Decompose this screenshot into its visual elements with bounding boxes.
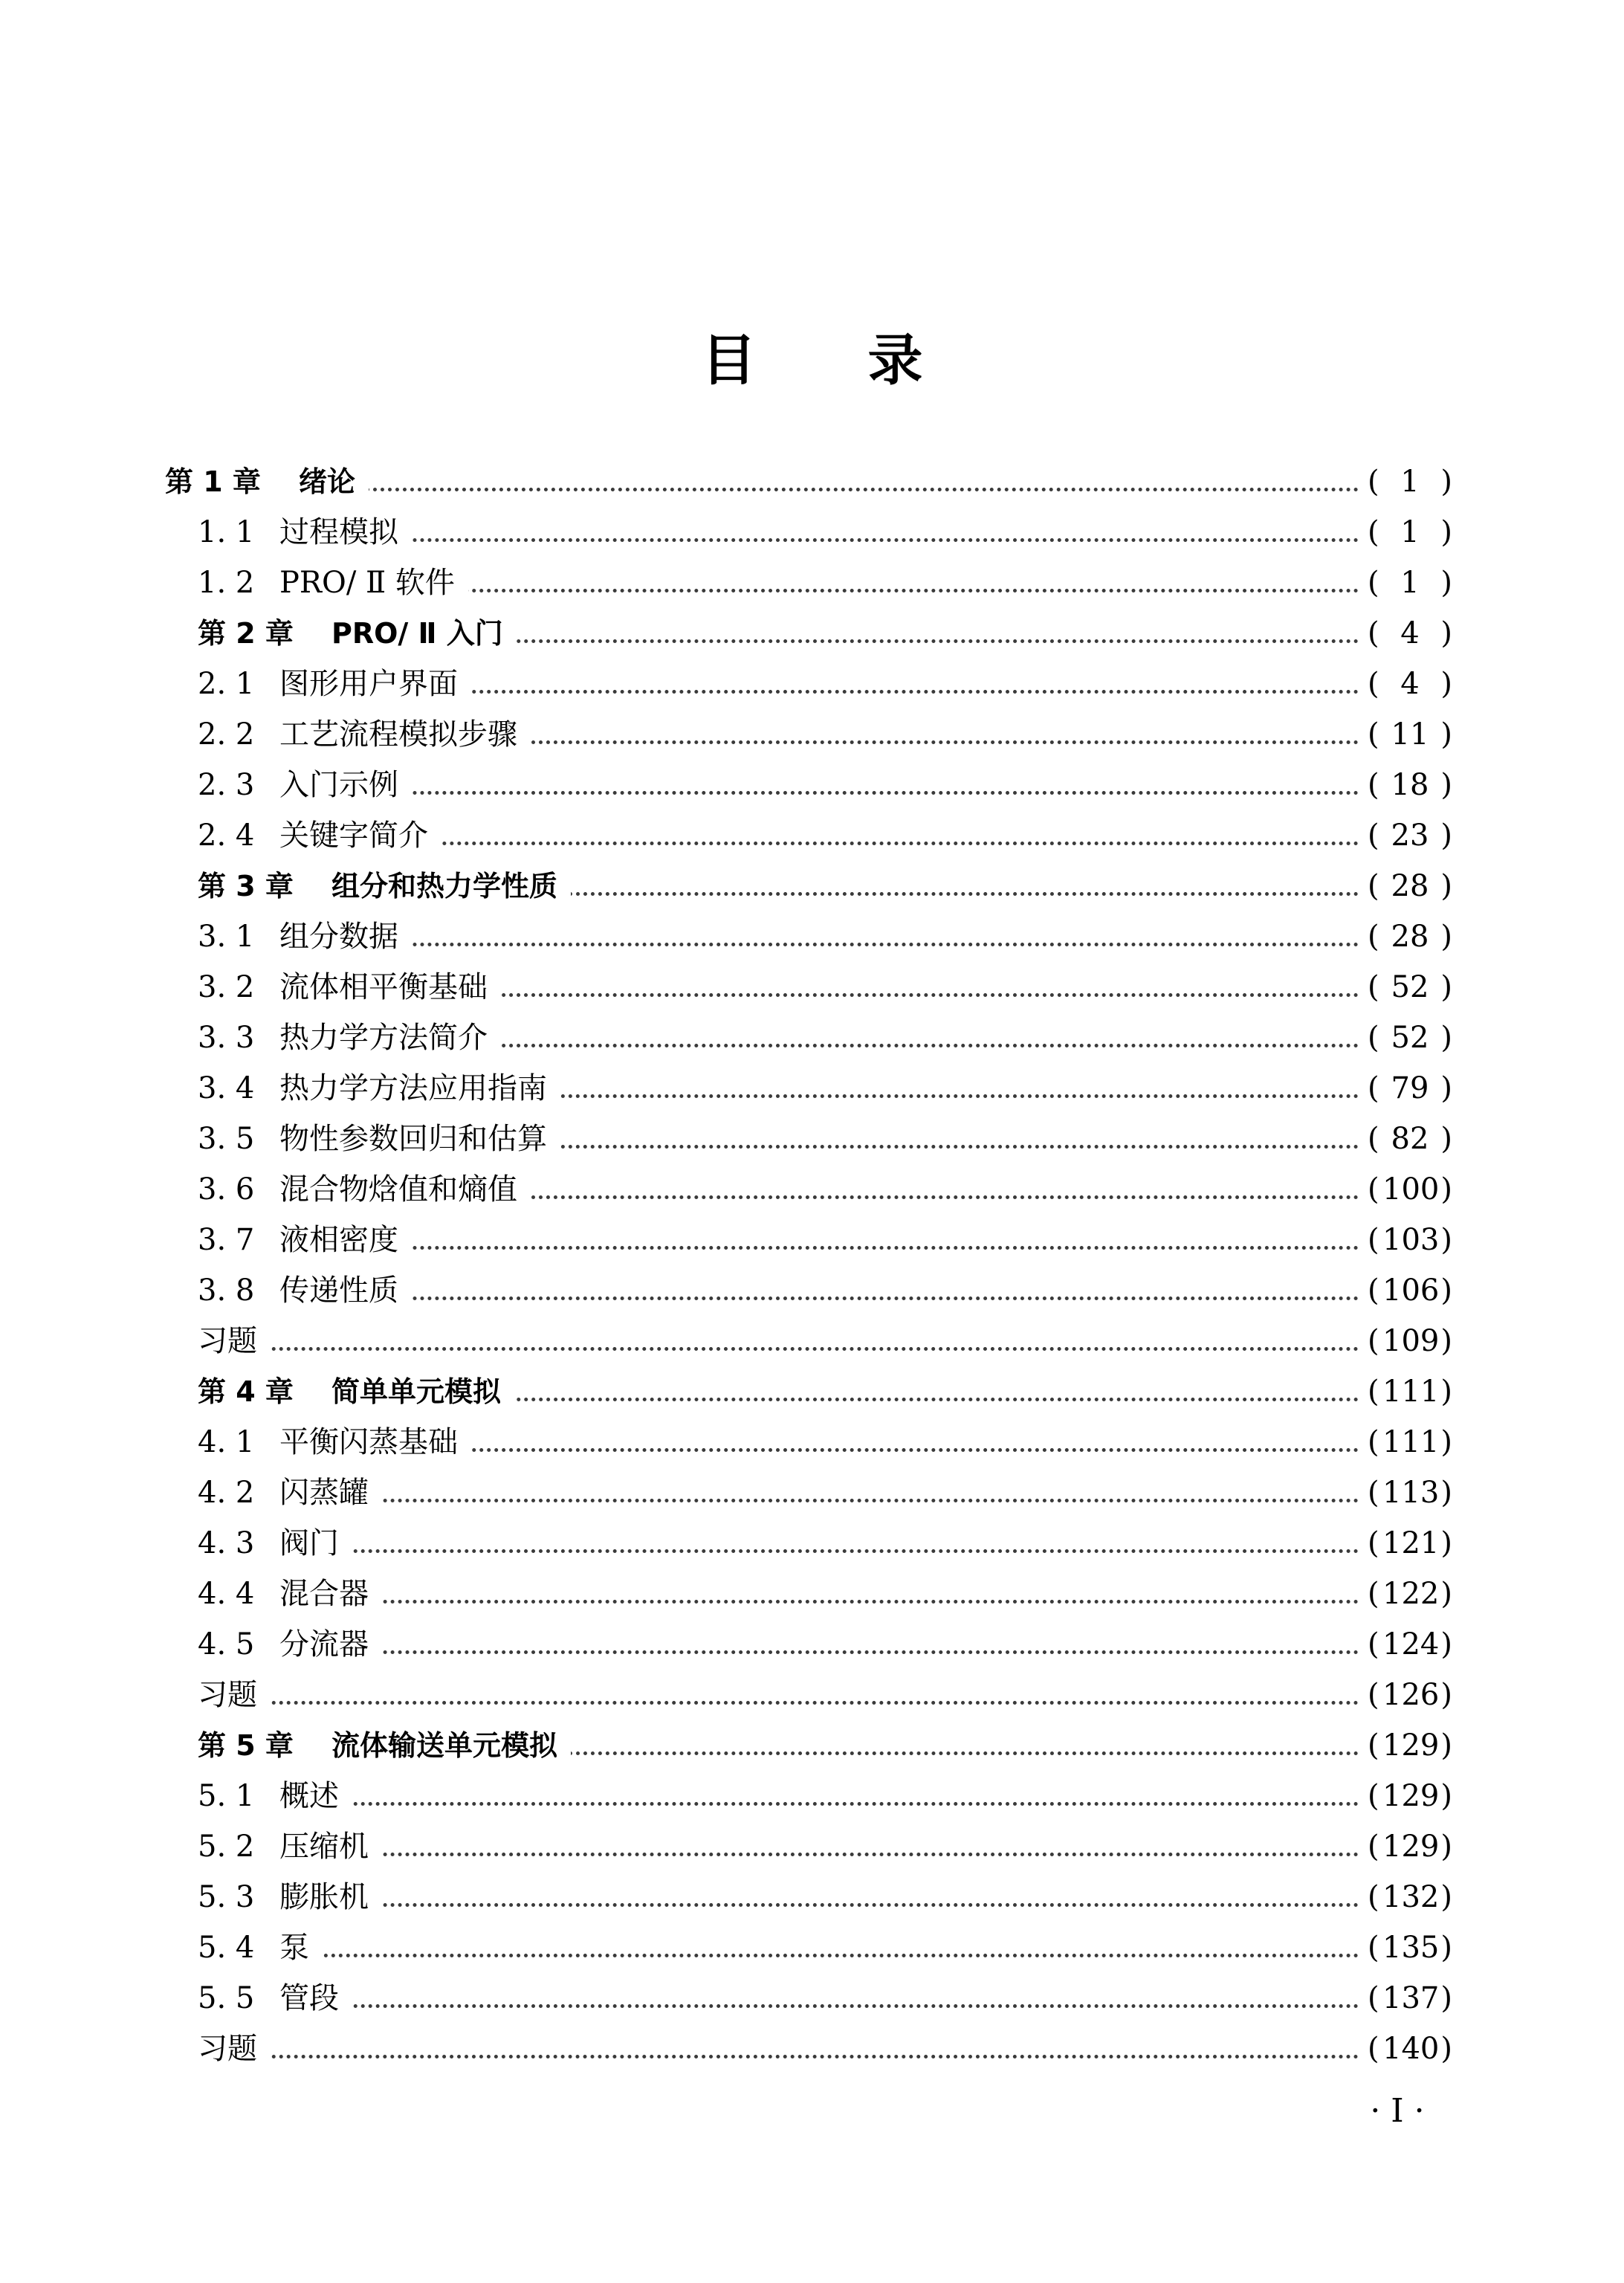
toc-page-value: 103 <box>1382 1223 1440 1257</box>
toc-page-value: 4 <box>1400 667 1420 701</box>
toc-page-value: 106 <box>1382 1273 1440 1308</box>
toc-section-entry[interactable] <box>0 1872 1624 1922</box>
toc-page-value: 23 <box>1391 818 1429 853</box>
toc-entry-number: 第 2 章 <box>198 617 294 650</box>
toc-page-number: ( 140 ) <box>1366 2024 1454 2074</box>
toc-entry-number: 5. 3 <box>198 1880 255 1914</box>
toc-entry-label: 组分和热力学性质 <box>331 861 571 911</box>
toc-entry-label: 阀门 <box>279 1518 352 1569</box>
toc-page-number: ( 4 ) <box>1366 608 1454 659</box>
toc-page-number: ( 23 ) <box>1366 810 1454 861</box>
toc-leader-dots <box>294 1549 1359 1553</box>
toc-page-number: ( 28 ) <box>1366 911 1454 962</box>
toc-entry-label: 分流器 <box>279 1619 382 1670</box>
toc-page-value: 1 <box>1400 515 1420 549</box>
toc-leader-dots <box>294 842 1359 845</box>
toc-page-number: ( 1 ) <box>1366 507 1454 558</box>
toc-leader-dots <box>294 1499 1359 1502</box>
toc-section-entry[interactable] <box>0 659 1624 709</box>
toc-section-entry[interactable] <box>0 1821 1624 1872</box>
page-title <box>0 320 1624 401</box>
toc-page-value: 1 <box>1400 465 1420 499</box>
toc-section-entry[interactable] <box>0 1973 1624 2024</box>
toc-entry-label: 入门示例 <box>279 760 412 810</box>
toc-entry-number: 5. 5 <box>198 1981 255 2015</box>
toc-page-number: ( 100 ) <box>1366 1164 1454 1215</box>
toc-entry-number: 5. 2 <box>198 1830 255 1864</box>
toc-entry-number: 5. 1 <box>198 1779 255 1813</box>
toc-entry-label: 混合器 <box>279 1569 382 1619</box>
toc-entry-number: 3. 6 <box>198 1172 255 1207</box>
toc-entry-number: 第 4 章 <box>198 1375 294 1408</box>
toc-entry-number: 3. 4 <box>198 1071 255 1105</box>
toc-entry-label: 流体相平衡基础 <box>279 962 501 1013</box>
toc-entry-number: 3. 2 <box>198 970 255 1004</box>
toc-entry-number: 2. 2 <box>198 717 255 752</box>
toc-page-number: ( 52 ) <box>1366 962 1454 1013</box>
toc-section-entry[interactable] <box>0 962 1624 1013</box>
toc-section-entry[interactable] <box>0 1518 1624 1569</box>
toc-page-value: 1 <box>1400 566 1420 600</box>
toc-page-value: 129 <box>1382 1728 1440 1763</box>
toc-leader-dots <box>294 538 1359 542</box>
toc-page-number: ( 129 ) <box>1366 1821 1454 1872</box>
toc-page-value: 4 <box>1400 616 1420 650</box>
toc-page-number: ( 137 ) <box>1366 1973 1454 2024</box>
toc-entry-label: PRO/ Ⅱ 软件 <box>279 558 468 608</box>
toc-chapter-entry[interactable] <box>0 861 1624 911</box>
toc-page-value: 79 <box>1391 1071 1429 1105</box>
toc-entry-label: 膨胀机 <box>279 1872 382 1922</box>
toc-section-entry[interactable] <box>0 1265 1624 1316</box>
toc-chapter-entry[interactable] <box>0 456 1624 507</box>
title-char-2: 录 <box>867 329 923 393</box>
toc-entry-label: 简单单元模拟 <box>331 1366 514 1417</box>
toc-entry-number: 2. 3 <box>198 768 255 802</box>
toc-page-number: ( 82 ) <box>1366 1114 1454 1164</box>
toc-leader-dots <box>294 1297 1359 1300</box>
toc-section-entry[interactable] <box>0 507 1624 558</box>
toc-section-entry[interactable] <box>0 2024 1624 2074</box>
toc-entry-number: 2. 1 <box>198 667 255 701</box>
toc-page-value: 126 <box>1382 1678 1440 1712</box>
toc-entry-number: 第 3 章 <box>198 870 294 902</box>
toc-entry-number: 1. 2 <box>198 566 255 600</box>
toc-entry-label: 概述 <box>279 1771 352 1821</box>
toc-entry-label: PRO/ Ⅱ 入门 <box>331 608 517 659</box>
toc-entry-number: 3. 3 <box>198 1021 255 1055</box>
toc-leader-dots <box>294 1802 1359 1806</box>
toc-entry-number: 4. 3 <box>198 1526 255 1560</box>
toc-section-entry[interactable] <box>0 1063 1624 1114</box>
toc-leader-dots <box>294 1650 1359 1654</box>
toc-page-value: 129 <box>1382 1779 1440 1813</box>
toc-page-value: 111 <box>1382 1375 1440 1409</box>
toc-page-value: 52 <box>1391 970 1429 1004</box>
title-char-1: 目 <box>701 329 757 393</box>
toc-entry-label: 习题 <box>198 1316 271 1366</box>
toc-entry-number: 4. 5 <box>198 1627 255 1662</box>
toc-leader-dots <box>294 1903 1359 1907</box>
toc-section-entry[interactable] <box>0 1164 1624 1215</box>
toc-entry-number: 第 5 章 <box>198 1729 294 1762</box>
toc-section-entry[interactable] <box>0 1316 1624 1366</box>
toc-page-number: ( 1 ) <box>1366 456 1454 507</box>
toc-page-number: ( 111 ) <box>1366 1366 1454 1417</box>
toc-entry-number: 1. 1 <box>198 515 255 549</box>
toc-chapter-entry[interactable] <box>0 1366 1624 1417</box>
toc-entry-label: 流体输送单元模拟 <box>331 1720 571 1771</box>
toc-section-entry[interactable] <box>0 1619 1624 1670</box>
toc-section-entry[interactable] <box>0 810 1624 861</box>
toc-leader-dots <box>294 1853 1359 1856</box>
toc-section-entry[interactable] <box>0 1215 1624 1265</box>
toc-page-number: ( 79 ) <box>1366 1063 1454 1114</box>
toc-leader-dots <box>213 2055 1359 2058</box>
toc-leader-dots <box>213 1701 1359 1705</box>
toc-entry-label: 混合物焓值和熵值 <box>279 1164 531 1215</box>
toc-page-value: 28 <box>1391 920 1429 954</box>
toc-page-number: ( 135 ) <box>1366 1922 1454 1973</box>
toc-page-number: ( 11 ) <box>1366 709 1454 760</box>
toc-page-number: ( 126 ) <box>1366 1670 1454 1720</box>
toc-entry-label: 习题 <box>198 2024 271 2074</box>
toc-entry-label: 管段 <box>279 1973 352 2024</box>
toc-section-entry[interactable] <box>0 1922 1624 1973</box>
toc-section-entry[interactable] <box>0 1467 1624 1518</box>
toc-entry-label: 热力学方法简介 <box>279 1013 501 1063</box>
toc-chapter-entry[interactable] <box>0 1720 1624 1771</box>
toc-page-number: ( 103 ) <box>1366 1215 1454 1265</box>
toc-section-entry[interactable] <box>0 558 1624 608</box>
toc-entry-label: 关键字简介 <box>279 810 441 861</box>
toc-section-entry[interactable] <box>0 1670 1624 1720</box>
toc-section-entry[interactable] <box>0 1013 1624 1063</box>
toc-entry-label: 平衡闪蒸基础 <box>279 1417 471 1467</box>
toc-section-entry[interactable] <box>0 709 1624 760</box>
toc-page-value: 109 <box>1382 1324 1440 1358</box>
toc-entry-number: 3. 5 <box>198 1122 255 1156</box>
toc-entry-label: 绪论 <box>299 456 369 507</box>
toc-entry-label: 图形用户界面 <box>279 659 471 709</box>
toc-leader-dots <box>294 943 1359 946</box>
toc-page-value: 121 <box>1382 1526 1440 1560</box>
toc-entry-label: 组分数据 <box>279 911 412 962</box>
toc-leader-dots <box>294 2004 1359 2008</box>
toc-page-number: ( 129 ) <box>1366 1720 1454 1771</box>
toc-entry-number: 3. 7 <box>198 1223 255 1257</box>
toc-page-value: 82 <box>1391 1122 1429 1156</box>
toc-page-number: ( 28 ) <box>1366 861 1454 911</box>
toc-page-value: 100 <box>1382 1172 1440 1207</box>
toc-entry-number: 3. 8 <box>198 1273 255 1308</box>
toc-entry-number: 4. 4 <box>198 1577 255 1611</box>
toc-page-value: 52 <box>1391 1021 1429 1055</box>
toc-entry-number: 4. 1 <box>198 1425 255 1459</box>
toc-page-number: ( 52 ) <box>1366 1013 1454 1063</box>
toc-page-value: 11 <box>1391 717 1429 752</box>
toc-page-value: 129 <box>1382 1830 1440 1864</box>
toc-leader-dots <box>294 1246 1359 1250</box>
toc-entry-number: 2. 4 <box>198 818 255 853</box>
page-folio: · Ⅰ · <box>1370 2092 1425 2130</box>
toc-page-number: ( 121 ) <box>1366 1518 1454 1569</box>
toc-page-number: ( 124 ) <box>1366 1619 1454 1670</box>
toc-entry-label: 工艺流程模拟步骤 <box>279 709 531 760</box>
toc-page-number: ( 129 ) <box>1366 1771 1454 1821</box>
toc-page-value: 137 <box>1382 1981 1440 2015</box>
toc-entry-label: 物性参数回归和估算 <box>279 1114 560 1164</box>
toc-section-entry[interactable] <box>0 1771 1624 1821</box>
toc-page-number: ( 18 ) <box>1366 760 1454 810</box>
toc-page-value: 28 <box>1391 869 1429 903</box>
toc-entry-number: 4. 2 <box>198 1476 255 1510</box>
toc-section-entry[interactable] <box>0 1114 1624 1164</box>
toc-page-number: ( 4 ) <box>1366 659 1454 709</box>
toc-entry-label: 液相密度 <box>279 1215 412 1265</box>
toc-page-value: 140 <box>1382 2032 1440 2066</box>
toc-page-value: 122 <box>1382 1577 1440 1611</box>
toc-entry-label: 压缩机 <box>279 1821 382 1872</box>
toc-page-number: ( 122 ) <box>1366 1569 1454 1619</box>
toc-leader-dots <box>294 791 1359 795</box>
toc-section-entry[interactable] <box>0 911 1624 962</box>
toc-page-value: 132 <box>1382 1880 1440 1914</box>
toc-leader-dots <box>314 488 1359 491</box>
toc-page-value: 135 <box>1382 1931 1440 1965</box>
toc-section-entry[interactable] <box>0 1569 1624 1619</box>
toc-page-value: 113 <box>1382 1476 1440 1510</box>
toc-entry-label: 过程模拟 <box>279 507 412 558</box>
toc-page-value: 18 <box>1391 768 1429 802</box>
toc-leader-dots <box>294 1954 1359 1957</box>
toc-entry-label: 习题 <box>198 1670 271 1720</box>
toc-page-number: ( 1 ) <box>1366 558 1454 608</box>
toc-entry-number: 5. 4 <box>198 1931 255 1965</box>
toc-page-value: 111 <box>1382 1425 1440 1459</box>
toc-chapter-entry[interactable] <box>0 608 1624 659</box>
toc-page-number: ( 111 ) <box>1366 1417 1454 1467</box>
toc-entry-number: 3. 1 <box>198 920 255 954</box>
toc-section-entry[interactable] <box>0 1417 1624 1467</box>
toc-section-entry[interactable] <box>0 760 1624 810</box>
toc-leader-dots <box>213 1347 1359 1351</box>
toc-page-number: ( 132 ) <box>1366 1872 1454 1922</box>
toc-page-number: ( 109 ) <box>1366 1316 1454 1366</box>
toc-page-number: ( 106 ) <box>1366 1265 1454 1316</box>
toc-page-number: ( 113 ) <box>1366 1467 1454 1518</box>
toc-entry-label: 泵 <box>279 1922 323 1973</box>
toc-entry-label: 传递性质 <box>279 1265 412 1316</box>
toc-leader-dots <box>294 1600 1359 1604</box>
toc-entry-number: 第 1 章 <box>165 465 261 498</box>
toc-entry-label: 热力学方法应用指南 <box>279 1063 560 1114</box>
toc-page-value: 124 <box>1382 1627 1440 1662</box>
toc-entry-label: 闪蒸罐 <box>279 1467 382 1518</box>
